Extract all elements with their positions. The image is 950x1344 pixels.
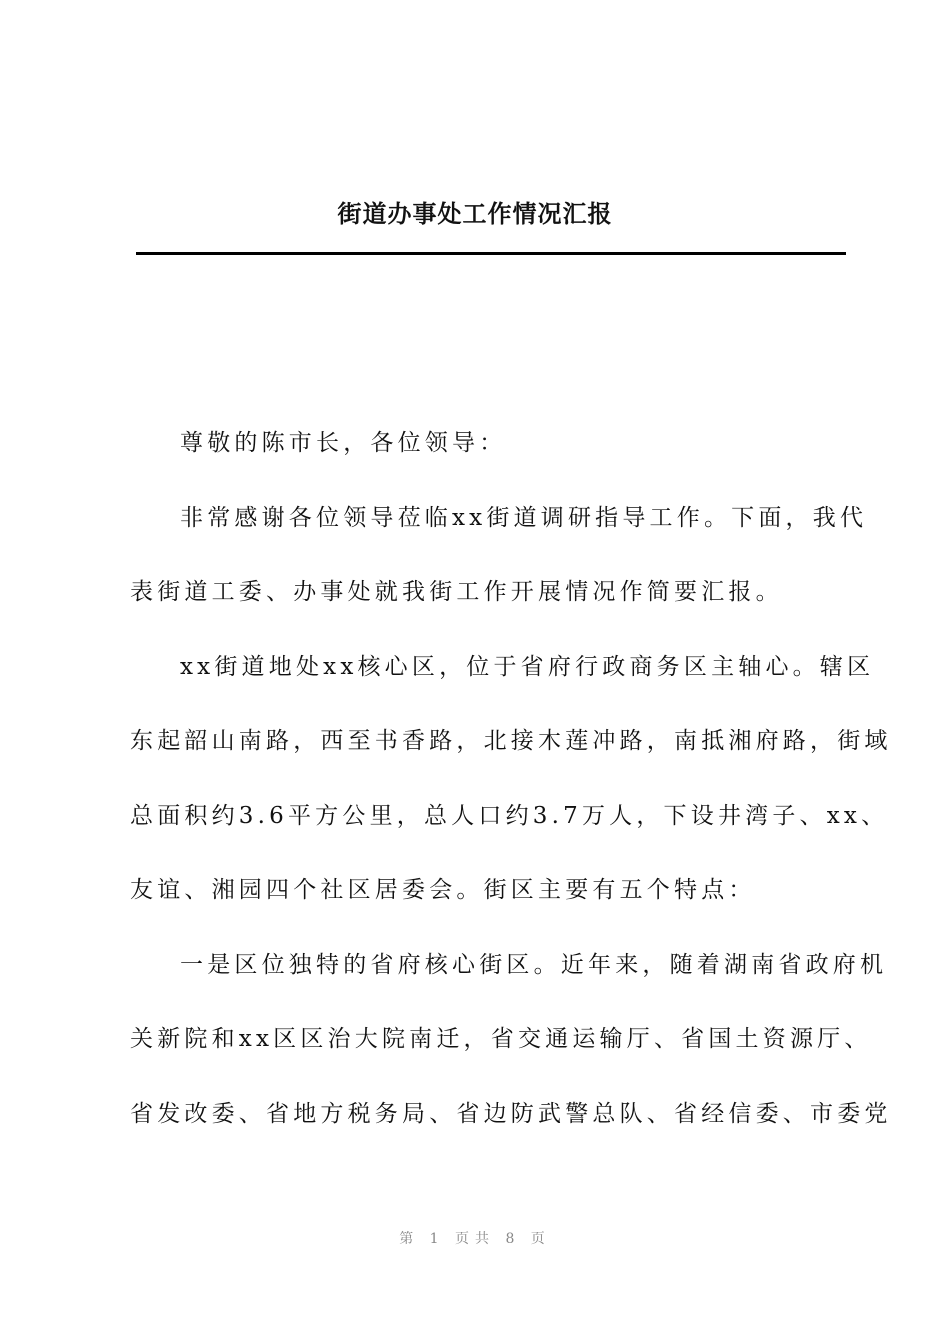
paragraph-line: 总面积约3.6平方公里，总人口约3.7万人，下设井湾子、xx、	[130, 802, 889, 829]
paragraph-line: 省发改委、省地方税务局、省边防武警总队、省经信委、市委党	[130, 1100, 892, 1127]
paragraph-line: 表街道工委、办事处就我街工作开展情况作简要汇报。	[130, 579, 783, 605]
document-body	[130, 425, 892, 1170]
document-title: 街道办事处工作情况汇报	[337, 200, 613, 228]
paragraph-line: 友谊、湘园四个社区居委会。街区主要有五个特点：	[130, 877, 756, 903]
salutation: 尊敬的陈市长，各位领导：	[180, 430, 507, 456]
paragraph-line: xx街道地处xx核心区，位于省府行政商务区主轴心。辖区	[180, 653, 875, 680]
page-number-footer: 第 1 页共 8 页	[399, 1231, 551, 1247]
paragraph-line: 非常感谢各位领导莅临xx街道调研指导工作。下面，我代	[180, 504, 868, 531]
paragraph-line: 一是区位独特的省府核心街区。近年来，随着湖南省政府机	[180, 951, 888, 978]
paragraph-line: 东起韶山南路，西至书香路，北接木莲冲路，南抵湘府路，街域	[130, 728, 892, 754]
title-underline	[136, 252, 846, 255]
paragraph-line: 关新院和xx区区治大院南迁，省交通运输厅、省国土资源厅、	[130, 1026, 872, 1052]
